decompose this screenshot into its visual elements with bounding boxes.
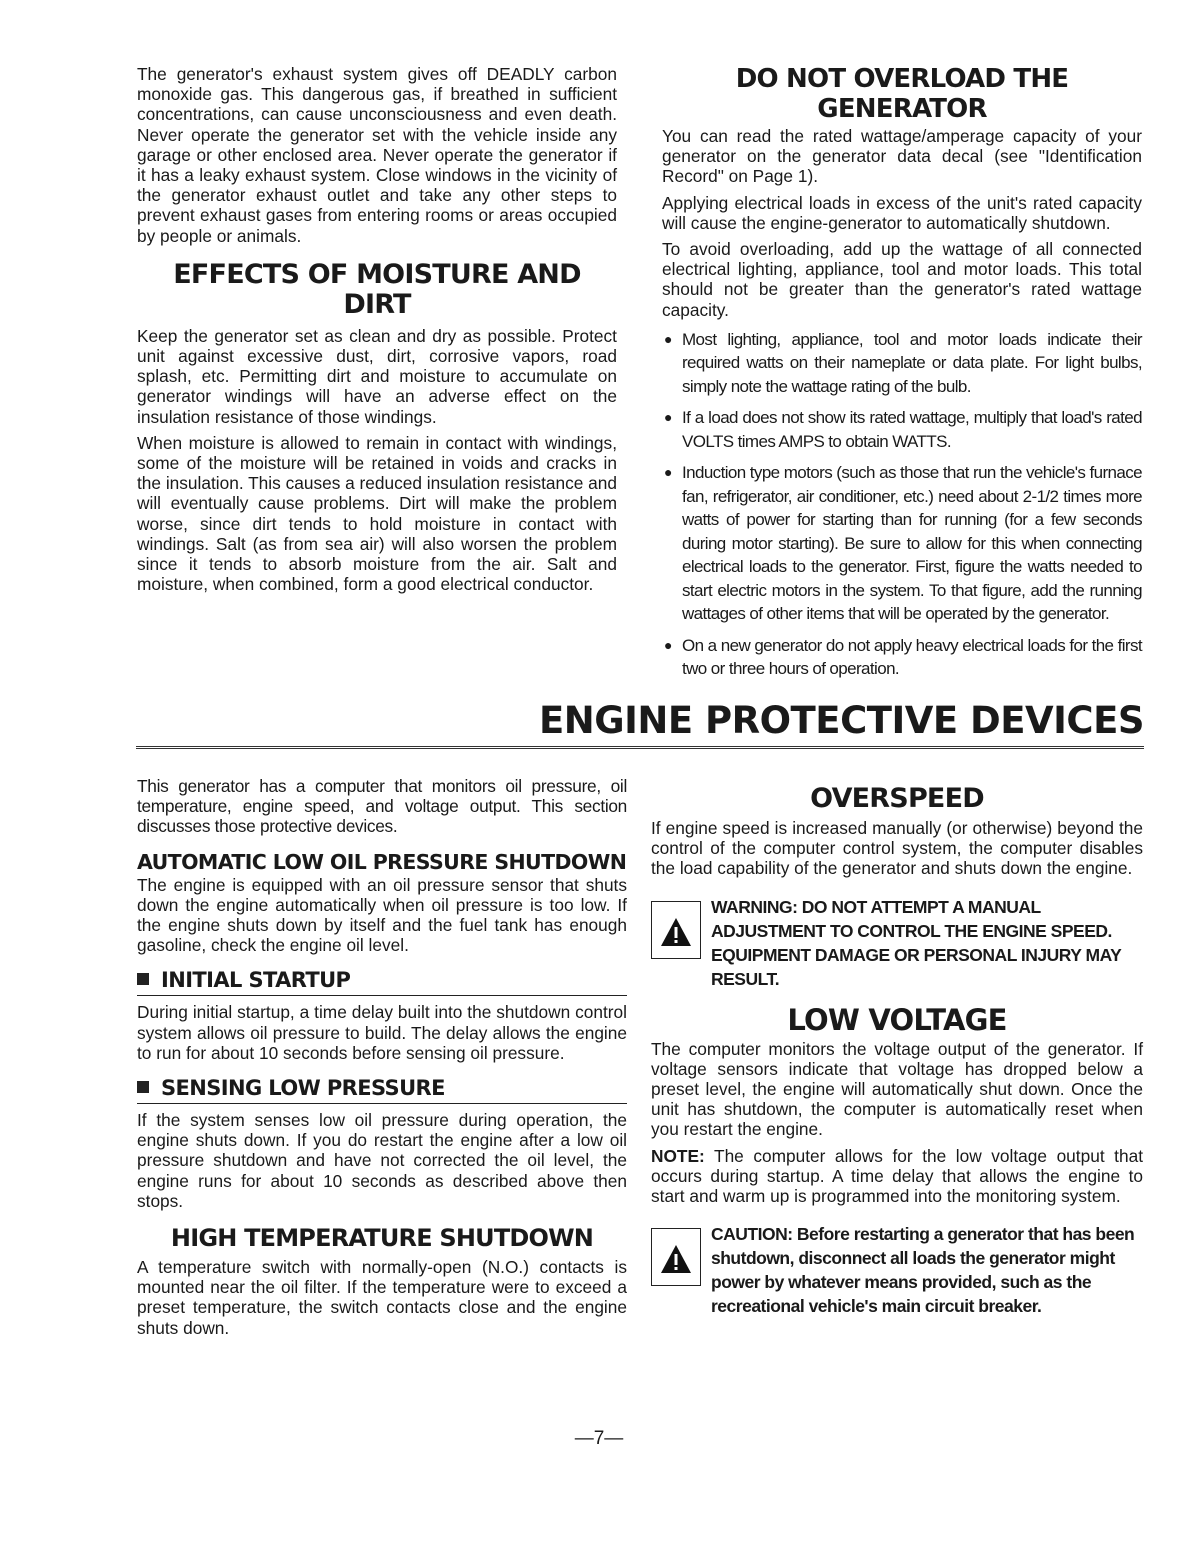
initial-startup-paragraph: During initial startup, a time delay built into the shutdown control system allows oil pressure to build. The delay allows the engine to run for about 10 seconds before sensing oil pressure.	[137, 1002, 627, 1063]
list-item: ● Induction type motors (such as those that run the vehicle's furnace fan, refrigerator, air conditioner, etc.) need about 2-1/2 times more watts of power for starting than for running (for a few seconds during motor starting). Be sure to allow for this when connecting electrical loads to the generator. First, figure the watts needed to start electric motors in the system. To that figure, add the running wattages of other items that will be operated by the generator.	[664, 463, 1142, 624]
caution-icon-box	[651, 1228, 701, 1286]
initial-startup-heading: INITIAL STARTUP	[137, 967, 627, 996]
note-label: NOTE:	[651, 1145, 705, 1166]
list-item: ● On a new generator do not apply heavy electrical loads for the first two or three hours of operation.	[664, 635, 1142, 679]
bullet-dot-icon: ●	[664, 464, 672, 481]
caution-notice	[651, 1222, 1143, 1318]
low-oil-paragraph: The engine is equipped with an oil pressure sensor that shuts down the engine automatically when oil pressure is too low. If the engine shuts down by itself and the fuel tank has enough gasoline, check the engine oil level.	[137, 874, 627, 956]
left-top-column	[137, 64, 617, 594]
engine-protective-devices-title: ENGINE PROTECTIVE DEVICES	[136, 700, 1144, 749]
overload-paragraph-3: To avoid overloading, add up the wattage of all connected electrical lighting, appliance, tool and motor loads. This total should not be greater than the generator's rated wattage capacity.	[662, 239, 1142, 320]
warning-text: WARNING: DO NOT ATTEMPT A MANUAL ADJUSTMENT TO CONTROL THE ENGINE SPEED. EQUIPMENT DAMAGE OR PERSONAL INJURY MAY RESULT.	[711, 896, 1121, 989]
moisture-heading: EFFECTS OF MOISTURE AND DIRT	[173, 258, 581, 320]
overload-paragraph-1: You can read the rated wattage/amperage capacity of your generator on the generator data decal (see "Identification Record" on Page 1).	[662, 126, 1142, 187]
sensing-low-pressure-heading: SENSING LOW PRESSURE	[137, 1075, 627, 1104]
right-top-column	[662, 64, 1142, 689]
overload-heading: DO NOT OVERLOAD THE GENERATOR	[735, 64, 1069, 124]
bullet-dot-icon: ●	[664, 409, 672, 426]
overspeed-paragraph: If engine speed is increased manually (or otherwise) beyond the control of the computer control system, the computer disables the load capability of the generator and shuts down the engine.	[651, 818, 1143, 879]
moisture-paragraph-2: When moisture is allowed to remain in contact with windings, some of the moisture will be retained in voids and cracks in the insulation. This causes a reduced insulation resistance and will eventually cause problems. Dirt will make the problem worse, since dirt tends to hold moisture in contact with windings. Salt (as from sea air) will also worsen the problem since it tends to absorb moisture from the air. Salt and moisture, when combined, form a good electrical conductor.	[137, 432, 618, 595]
sensing-low-pressure-paragraph: If the system senses low oil pressure during operation, the engine shuts down. If you do restart the engine after a low oil pressure shutdown and have not corrected the oil level, the engine runs for about 10 seconds as described above then stops.	[137, 1110, 627, 1211]
list-item: ● If a load does not show its rated wattage, multiply that load's rated VOLTS times AMPS to obtain WATTS.	[664, 408, 1142, 451]
caution-text: CAUTION: Before restarting a generator that has been shutdown, disconnect all loads the generator might power by whatever means provided, such as the recreational vehicle's main circuit breaker.	[711, 1224, 1135, 1317]
note-paragraph: NOTE: The computer allows for the low voltage output that occurs during startup. A time delay that allows the engine to start and warm up is programmed into the monitoring system.	[651, 1145, 1143, 1207]
overload-bullet-list	[662, 328, 1142, 681]
warning-triangle-icon	[660, 916, 692, 948]
overspeed-heading: OVERSPEED	[810, 783, 984, 814]
left-bottom-column	[137, 776, 627, 1338]
bullet-dot-icon: ●	[664, 636, 672, 653]
page-number: —7—	[574, 1428, 624, 1449]
bullet-dot-icon: ●	[664, 330, 672, 347]
low-voltage-heading: LOW VOLTAGE	[787, 1002, 1007, 1037]
low-oil-heading: AUTOMATIC LOW OIL PRESSURE SHUTDOWN	[137, 849, 627, 874]
warning-notice	[651, 895, 1143, 991]
high-temperature-paragraph: A temperature switch with normally-open (N.O.) contacts is mounted near the oil filter. If the temperature were to exceed a preset temperature, the switch contacts close and the engine shuts down.	[137, 1257, 627, 1338]
low-voltage-paragraph: The computer monitors the voltage output of the generator. If voltage sensors indicate that voltage has dropped below a preset level, the engine will automatically shut down. Once the unit has shutdown, the computer is automatically reset when you restart the engine.	[651, 1038, 1143, 1140]
warning-triangle-icon	[660, 1243, 692, 1275]
high-temperature-heading: HIGH TEMPERATURE SHUTDOWN	[170, 1224, 594, 1253]
square-bullet-icon	[137, 973, 149, 985]
list-item: ● Most lighting, appliance, tool and motor loads indicate their required watts on their nameplate or data plate. For light bulbs, simply note the wattage rating of the bulb.	[664, 329, 1142, 396]
moisture-paragraph-1: Keep the generator set as clean and dry as possible. Protect unit against excessive dust, dirt, corrosive vapors, road splash, etc. Permitting dirt and moisture to accumulate on generator windings will have an adverse effect on the insulation resistance of those windings.	[137, 325, 617, 427]
overload-paragraph-2: Applying electrical loads in excess of the unit's rated capacity will cause the engine-generator to automatically shutdown.	[662, 192, 1142, 233]
right-bottom-column	[651, 784, 1143, 1318]
square-bullet-icon	[137, 1081, 149, 1093]
exhaust-warning-paragraph: The generator's exhaust system gives off DEADLY carbon monoxide gas. This dangerous gas, if breathed in sufficient concentrations, can cause unconsciousness and even death. Never operate the generator set with the vehicle inside any garage or other enclosed area. Never operate the generator if it has a leaky exhaust system. Close windows in the vicinity of the generator exhaust outlet and take any other steps to prevent exhaust gases from entering rooms or areas occupied by people or animals.	[137, 64, 617, 246]
warning-icon-box	[651, 901, 701, 959]
protective-intro-paragraph: This generator has a computer that monitors oil pressure, oil temperature, engine speed, and voltage output. This section discusses those protective devices.	[137, 776, 627, 837]
